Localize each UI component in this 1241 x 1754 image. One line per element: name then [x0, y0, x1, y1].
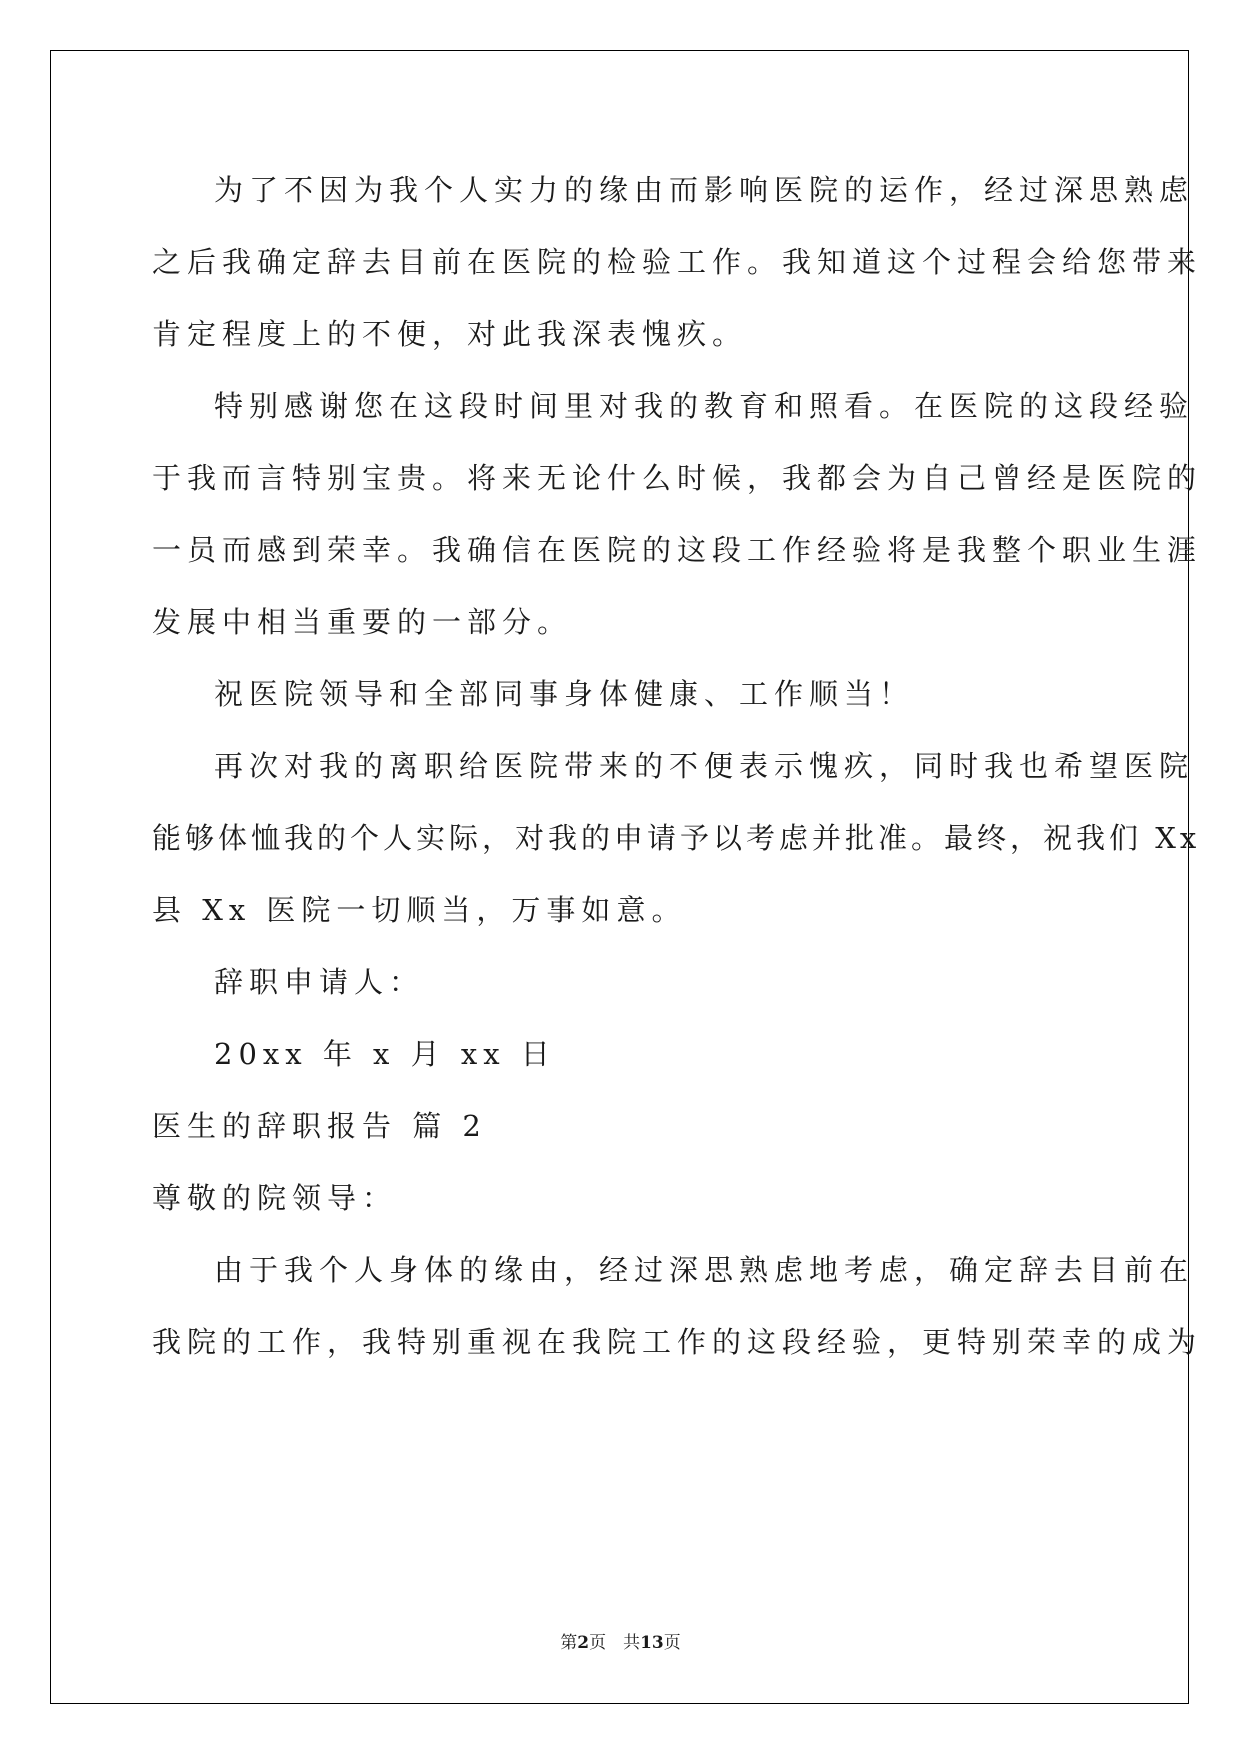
footer-prefix: 第 [560, 1633, 578, 1653]
footer-suffix: 页 [663, 1633, 681, 1653]
paragraph-4-line-3: 县 Xx 医院一切顺当，万事如意。 [152, 893, 687, 927]
section-title: 医生的辞职报告 篇 2 [152, 1109, 487, 1143]
paragraph-1-line-2: 之后我确定辞去目前在医院的检验工作。我知道这个过程会给您带来 [152, 245, 1203, 279]
date-line: 20xx 年 x 月 xx 日 [214, 1037, 556, 1071]
paragraph-4-line-1: 再次对我的离职给医院带来的不便表示愧疚，同时我也希望医院 [214, 749, 1195, 783]
page-border [50, 50, 1189, 1704]
paragraph-2-line-3: 一员而感到荣幸。我确信在医院的这段工作经验将是我整个职业生涯 [152, 533, 1203, 567]
paragraph-2-line-4: 发展中相当重要的一部分。 [152, 605, 573, 639]
page-footer [0, 1628, 1241, 1653]
footer-mid: 页 共 [589, 1633, 641, 1653]
footer-current-page: 2 [577, 1633, 590, 1653]
paragraph-2-line-2: 于我而言特别宝贵。将来无论什么时候，我都会为自己曾经是医院的 [152, 461, 1203, 495]
salutation: 尊敬的院领导： [152, 1181, 398, 1215]
paragraph-5-line-1: 由于我个人身体的缘由，经过深思熟虑地考虑，确定辞去目前在 [214, 1253, 1195, 1287]
paragraph-1-line-3: 肯定程度上的不便，对此我深表愧疚。 [152, 317, 748, 351]
paragraph-5-line-2: 我院的工作，我特别重视在我院工作的这段经验，更特别荣幸的成为 [152, 1325, 1203, 1359]
paragraph-1-line-1: 为了不因为我个人实力的缘由而影响医院的运作，经过深思熟虑 [214, 173, 1195, 207]
footer-total-pages: 13 [640, 1633, 664, 1653]
paragraph-2-line-1: 特别感谢您在这段时间里对我的教育和照看。在医院的这段经验 [214, 389, 1195, 423]
paragraph-3-line-1: 祝医院领导和全部同事身体健康、工作顺当！ [214, 677, 915, 711]
paragraph-4-line-2: 能够体恤我的个人实际，对我的申请予以考虑并批准。最终，祝我们 Xx [152, 821, 1201, 855]
signature-label: 辞职申请人： [214, 965, 425, 999]
